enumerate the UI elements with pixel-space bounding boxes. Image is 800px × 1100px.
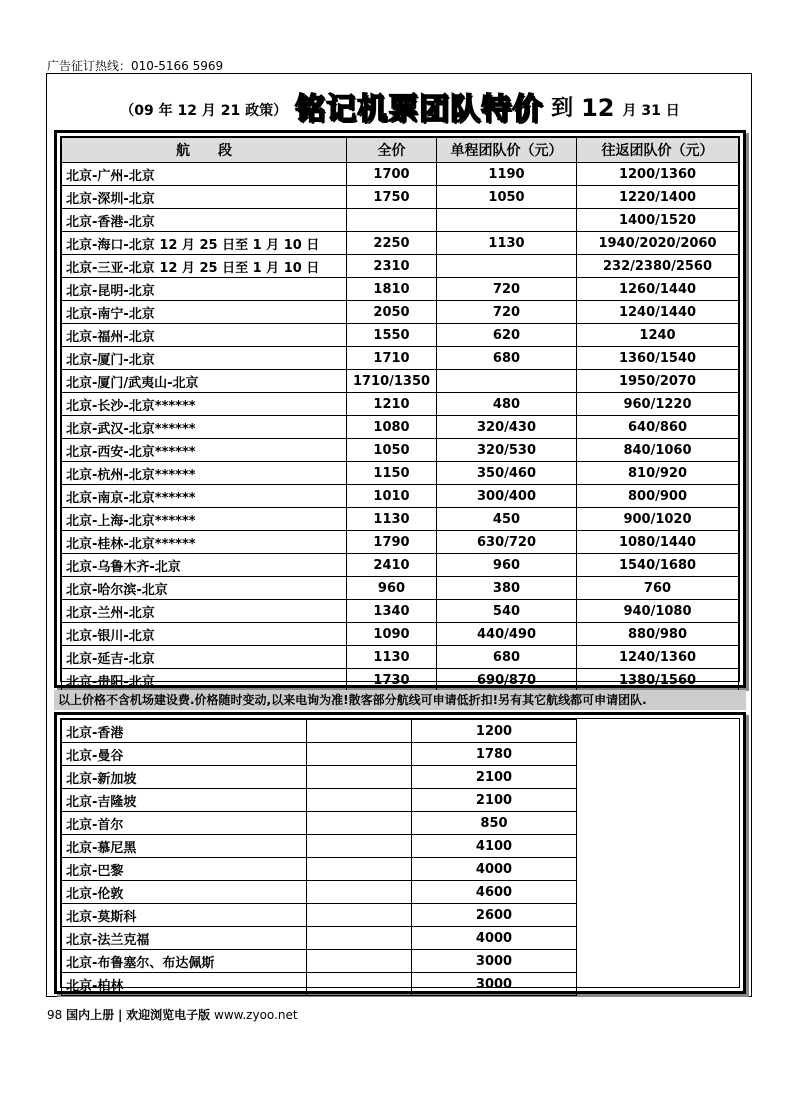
route-cell: 北京-伦敦: [62, 881, 307, 904]
one-way-price-cell: 2100: [412, 789, 577, 812]
full-price-cell: 1080: [347, 416, 437, 439]
ad-hotline: 广告征订热线：010-5166 5969: [47, 59, 224, 73]
route-cell: 北京-香港-北京: [62, 209, 347, 232]
full-price-cell: 1550: [347, 324, 437, 347]
route-cell: 北京-厦门-北京: [62, 347, 347, 370]
route-cell: 北京-深圳-北京: [62, 186, 347, 209]
route-cell: 北京-厦门/武夷山-北京: [62, 370, 347, 393]
one-way-price-cell: 720: [437, 301, 577, 324]
table-row: [62, 720, 739, 743]
table-row: [62, 232, 739, 255]
round-trip-price-cell: 880/980: [577, 623, 739, 646]
full-price-cell: [347, 209, 437, 232]
full-price-cell: 2050: [347, 301, 437, 324]
round-trip-price-cell: 1950/2070: [577, 370, 739, 393]
header-round-trip: 往返团队价（元）: [577, 138, 739, 163]
title-to: 到: [551, 96, 574, 121]
table-row: [62, 669, 739, 692]
table-row: [62, 324, 739, 347]
table-row: [62, 370, 739, 393]
table-row: [62, 209, 739, 232]
table-row: [62, 462, 739, 485]
blank-cell: [307, 927, 412, 950]
route-cell: 北京-香港: [62, 720, 307, 743]
route-cell: 北京-法兰克福: [62, 927, 307, 950]
table-row: [62, 416, 739, 439]
route-cell: 北京-银川-北京: [62, 623, 347, 646]
one-way-price-cell: 450: [437, 508, 577, 531]
full-price-cell: 1090: [347, 623, 437, 646]
route-cell: 北京-杭州-北京******: [62, 462, 347, 485]
one-way-price-cell: 300/400: [437, 485, 577, 508]
one-way-price-cell: 850: [412, 812, 577, 835]
round-trip-price-cell: 640/860: [577, 416, 739, 439]
one-way-price-cell: 540: [437, 600, 577, 623]
one-way-price-cell: 440/490: [437, 623, 577, 646]
price-note: 以上价格不含机场建设费.价格随时变动,以来电询为准!散客部分航线可申请低折扣!另有其它航线都可申请团队.: [54, 690, 746, 710]
one-way-price-cell: [437, 255, 577, 278]
round-trip-price-cell: 960/1220: [577, 393, 739, 416]
table-row: [62, 950, 739, 973]
full-price-cell: 2250: [347, 232, 437, 255]
route-cell: 北京-莫斯科: [62, 904, 307, 927]
route-cell: 北京-新加坡: [62, 766, 307, 789]
full-price-cell: 2410: [347, 554, 437, 577]
round-trip-price-cell: 1240/1440: [577, 301, 739, 324]
table-row: [62, 278, 739, 301]
page-footer: [47, 1006, 298, 1023]
table-row: [62, 393, 739, 416]
round-trip-price-cell: 232/2380/2560: [577, 255, 739, 278]
one-way-price-cell: 1200: [412, 720, 577, 743]
table-row: [62, 623, 739, 646]
one-way-price-cell: 350/460: [437, 462, 577, 485]
one-way-price-cell: 4000: [412, 858, 577, 881]
route-cell: 北京-武汉-北京******: [62, 416, 347, 439]
table-row: [62, 881, 739, 904]
route-cell: 北京-桂林-北京******: [62, 531, 347, 554]
table-row: [62, 554, 739, 577]
blank-cell: [307, 858, 412, 881]
one-way-price-cell: 1780: [412, 743, 577, 766]
route-cell: 北京-柏林: [62, 973, 307, 996]
blank-cell: [307, 973, 412, 996]
header-route: 航 段: [62, 138, 347, 163]
route-cell: 北京-曼谷: [62, 743, 307, 766]
title-month-day: 月 31 日: [622, 103, 680, 119]
one-way-price-cell: [437, 209, 577, 232]
full-price-cell: 1750: [347, 186, 437, 209]
one-way-price-cell: [437, 370, 577, 393]
table-row: [62, 743, 739, 766]
one-way-price-cell: 630/720: [437, 531, 577, 554]
domestic-fare-table: [54, 130, 746, 688]
section-name: 国内上册: [66, 1008, 115, 1022]
blank-cell: [307, 743, 412, 766]
blank-cell: [307, 904, 412, 927]
full-price-cell: 1130: [347, 508, 437, 531]
table-row: [62, 577, 739, 600]
route-cell: 北京-南宁-北京: [62, 301, 347, 324]
brand-title: 铭记机票团队特价: [295, 92, 544, 127]
round-trip-price-cell: 900/1020: [577, 508, 739, 531]
page-number: 98: [47, 1008, 63, 1022]
blank-cell: [307, 720, 412, 743]
round-trip-price-cell: 1200/1360: [577, 163, 739, 186]
page-title: [0, 80, 800, 132]
one-way-price-cell: 690/870: [437, 669, 577, 692]
round-trip-price-cell: 800/900: [577, 485, 739, 508]
route-cell: 北京-南京-北京******: [62, 485, 347, 508]
route-cell: 北京-吉隆坡: [62, 789, 307, 812]
table-row: [62, 904, 739, 927]
blank-cell: [307, 881, 412, 904]
round-trip-price-cell: 1380/1560: [577, 669, 739, 692]
one-way-price-cell: 3000: [412, 950, 577, 973]
table-row: [62, 858, 739, 881]
table-row: [62, 163, 739, 186]
round-trip-price-cell: 1360/1540: [577, 347, 739, 370]
footer-promo: 欢迎浏览电子版: [126, 1008, 211, 1022]
full-price-cell: 1730: [347, 669, 437, 692]
table-row: [62, 600, 739, 623]
route-cell: 北京-长沙-北京******: [62, 393, 347, 416]
route-cell: 北京-西安-北京******: [62, 439, 347, 462]
route-cell: 北京-延吉-北京: [62, 646, 347, 669]
one-way-price-cell: 960: [437, 554, 577, 577]
route-cell: 北京-上海-北京******: [62, 508, 347, 531]
table-row: [62, 485, 739, 508]
route-cell: 北京-布鲁塞尔、布达佩斯: [62, 950, 307, 973]
round-trip-price-cell: 1400/1520: [577, 209, 739, 232]
round-trip-price-cell: 760: [577, 577, 739, 600]
website-link[interactable]: www.zyoo.net: [214, 1008, 298, 1022]
full-price-cell: 960: [347, 577, 437, 600]
header-full-price: 全价: [347, 138, 437, 163]
route-cell: 北京-巴黎: [62, 858, 307, 881]
blank-cell: [307, 835, 412, 858]
full-price-cell: 2310: [347, 255, 437, 278]
round-trip-price-cell: 1540/1680: [577, 554, 739, 577]
table-row: [62, 531, 739, 554]
one-way-price-cell: 2100: [412, 766, 577, 789]
route-cell: 北京-首尔: [62, 812, 307, 835]
table-header-row: [62, 138, 739, 163]
full-price-cell: 1050: [347, 439, 437, 462]
one-way-price-cell: 320/430: [437, 416, 577, 439]
blank-cell: [307, 812, 412, 835]
full-price-cell: 1810: [347, 278, 437, 301]
table-row: [62, 789, 739, 812]
full-price-cell: 1150: [347, 462, 437, 485]
one-way-price-cell: 680: [437, 646, 577, 669]
round-trip-price-cell: 1940/2020/2060: [577, 232, 739, 255]
full-price-cell: 1710/1350: [347, 370, 437, 393]
table-row: [62, 812, 739, 835]
international-fare-table: [54, 712, 746, 994]
round-trip-price-cell: 1240: [577, 324, 739, 347]
one-way-price-cell: 4600: [412, 881, 577, 904]
full-price-cell: 1340: [347, 600, 437, 623]
one-way-price-cell: 680: [437, 347, 577, 370]
one-way-price-cell: 4100: [412, 835, 577, 858]
round-trip-price-cell: 810/920: [577, 462, 739, 485]
title-month-number: 12: [581, 94, 615, 122]
table-row: [62, 835, 739, 858]
round-trip-price-cell: 840/1060: [577, 439, 739, 462]
blank-cell: [307, 766, 412, 789]
table-row: [62, 973, 739, 996]
full-price-cell: 1710: [347, 347, 437, 370]
full-price-cell: 1700: [347, 163, 437, 186]
round-trip-price-cell: 1240/1360: [577, 646, 739, 669]
one-way-price-cell: 1130: [437, 232, 577, 255]
footer-separator: |: [117, 1008, 123, 1022]
route-cell: 北京-慕尼黑: [62, 835, 307, 858]
full-price-cell: 1210: [347, 393, 437, 416]
blank-cell: [307, 950, 412, 973]
route-cell: 北京-兰州-北京: [62, 600, 347, 623]
table-row: [62, 646, 739, 669]
one-way-price-cell: 620: [437, 324, 577, 347]
one-way-price-cell: 3000: [412, 973, 577, 996]
one-way-price-cell: 320/530: [437, 439, 577, 462]
full-price-cell: 1010: [347, 485, 437, 508]
one-way-price-cell: 4000: [412, 927, 577, 950]
route-cell: 北京-乌鲁木齐-北京: [62, 554, 347, 577]
table-row: [62, 255, 739, 278]
round-trip-price-cell: 1220/1400: [577, 186, 739, 209]
table-row: [62, 439, 739, 462]
one-way-price-cell: 1190: [437, 163, 577, 186]
table-row: [62, 927, 739, 950]
full-price-cell: 1130: [347, 646, 437, 669]
blank-cell: [307, 789, 412, 812]
route-cell: 北京-昆明-北京: [62, 278, 347, 301]
route-cell: 北京-广州-北京: [62, 163, 347, 186]
route-cell: 北京-哈尔滨-北京: [62, 577, 347, 600]
route-cell: 北京-福州-北京: [62, 324, 347, 347]
full-price-cell: 1790: [347, 531, 437, 554]
round-trip-price-cell: 940/1080: [577, 600, 739, 623]
one-way-price-cell: 480: [437, 393, 577, 416]
policy-date: （09 年 12 月 21 政策）: [120, 103, 288, 119]
table-row: [62, 186, 739, 209]
one-way-price-cell: 380: [437, 577, 577, 600]
table-row: [62, 766, 739, 789]
header-one-way: 单程团队价（元）: [437, 138, 577, 163]
table-row: [62, 347, 739, 370]
route-cell: 北京-海口-北京 12 月 25 日至 1 月 10 日: [62, 232, 347, 255]
route-cell: 北京-三亚-北京 12 月 25 日至 1 月 10 日: [62, 255, 347, 278]
route-cell: 北京-贵阳-北京: [62, 669, 347, 692]
one-way-price-cell: 2600: [412, 904, 577, 927]
round-trip-price-cell: 1080/1440: [577, 531, 739, 554]
table-row: [62, 508, 739, 531]
one-way-price-cell: 720: [437, 278, 577, 301]
round-trip-price-cell: 1260/1440: [577, 278, 739, 301]
table-row: [62, 301, 739, 324]
one-way-price-cell: 1050: [437, 186, 577, 209]
